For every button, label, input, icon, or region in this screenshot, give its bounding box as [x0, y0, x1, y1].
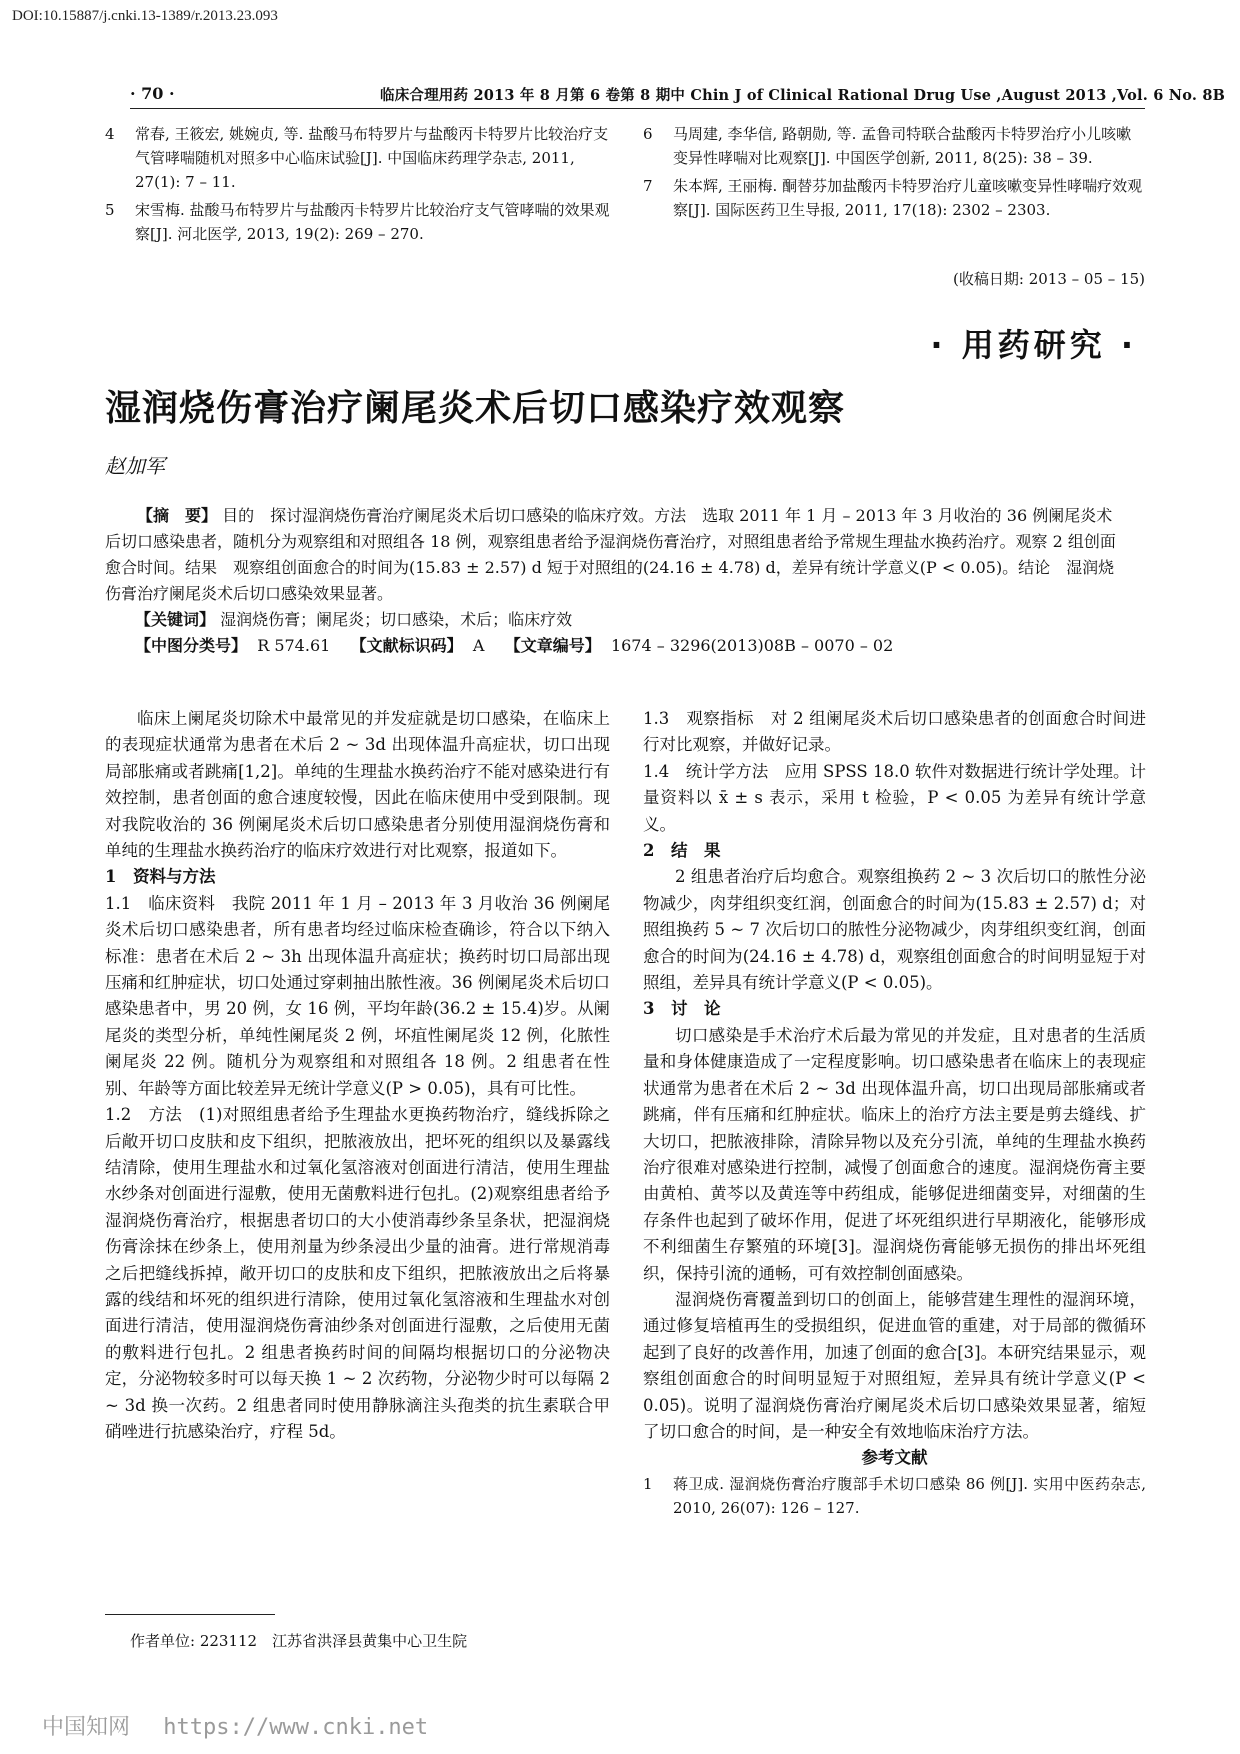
- doccode-value: A: [472, 636, 485, 655]
- ref-text: 朱本辉, 王丽梅. 酮替芬加盐酸丙卡特罗治疗儿童咳嗽变异性哮喘疗效观察[J]. 国际医药卫生导报, 2011, 17(18): 2302 – 2303.: [673, 177, 1143, 219]
- ref-text: 常春, 王筱宏, 姚婉贞, 等. 盐酸马布特罗片与盐酸丙卡特罗片比较治疗支气管哮喘随机对照多中心临床试验[J]. 中国临床药理学杂志, 2011, 27(1): 7 – 11.: [135, 125, 609, 191]
- class-value: R 574.61: [257, 636, 331, 655]
- body-paragraph: 切口感染是手术治疗术后最为常见的并发症，且对患者的生活质量和身体健康造成了一定程度影响。切口感染患者在临床上的表现症状通常为患者在术后 2 ~ 3d 出现体温升高，切口出现局部胀痛或者跳痛，伴有压痛和红肿症状。临床上的治疗方法主要是剪去缝线、扩大切口，把脓液排除，清除异物以及充分引流，单纯的生理盐水换药治疗很难对感染进行控制，减慢了创面愈合的速度。湿润烧伤膏主要由黄柏、黄芩以及黄连等中药组成，能够促进细菌变异，对细菌的生存条件也起到了破坏作用，促进了坏死组织进行早期液化，能够形成不利细菌生存繁殖的环境[3]。湿润烧伤膏能够无损伤的排出坏死组织，保持引流的通畅，可有效控制创面感染。: [643, 1025, 1146, 1283]
- body-right-column: [643, 706, 1146, 1524]
- articleno-label: 【文章编号】: [504, 636, 601, 655]
- footnote-rule: [105, 1614, 275, 1615]
- body-paragraph: 临床上阑尾炎切除术中最常见的并发症就是切口感染，在临床上的表现症状通常为患者在术后 2 ~ 3d 出现体温升高症状，切口出现局部胀痛或者跳痛[1,2]。单纯的生理盐水换药治疗不能对感染进行有效控制，患者创面的愈合速度较慢，因此在临床使用中受到限制。现对我院收治的 36 例阑尾炎术后切口感染患者分别使用湿润烧伤膏和单纯的生理盐水换药治疗的临床疗效进行对比观察，报道如下。: [105, 709, 610, 861]
- ref-text: 马周建, 李华信, 路朝勋, 等. 孟鲁司特联合盐酸丙卡特罗治疗小儿咳嗽变异性哮喘对比观察[J]. 中国医学创新, 2011, 8(25): 38 – 39.: [673, 125, 1132, 167]
- prev-refs-left: [105, 122, 610, 250]
- abstract-label: 【摘 要】: [137, 506, 218, 525]
- ref-number: 7: [643, 177, 653, 195]
- ref-number: 1: [643, 1474, 653, 1493]
- body-paragraph: 2 组患者治疗后均愈合。观察组换药 2 ~ 3 次后切口的脓性分泌物减少，肉芽组织变红润，创面愈合的时间为(15.83 ± 2.57) d；对照组换药 5 ~ 7 次后切口的脓性分泌物减少，肉芽组织变红润，创面愈合的时间为(24.16 ± 4.78) d，观察组创面愈合的时间明显短于对照组，差异具有统计学意义(P < 0.05)。: [643, 867, 1146, 993]
- section-heading: 1 资料与方法: [105, 867, 216, 887]
- author-affiliation: 作者单位: 223112 江苏省洪泽县黄集中心卫生院: [130, 1632, 468, 1650]
- body-paragraph: 1.3 观察指标 对 2 组阑尾炎术后切口感染患者的创面愈合时间进行对比观察，并做好记录。: [643, 709, 1146, 755]
- class-label: 【中图分类号】: [135, 636, 248, 655]
- body-paragraph: 1.1 临床资料 我院 2011 年 1 月 – 2013 年 3 月收治 36 例阑尾炎术后切口感染患者，所有患者均经过临床检查确诊，符合以下纳入标准：患者在术后 2 ~ 3h 出现体温升高症状；换药时切口局部出现压痛和红肿症状，切口处通过穿刺抽出脓性液。36 例阑尾炎术后切口感染患者中，男 20 例，女 16 例，平均年龄(36.2 ± 15.4)岁。从阑尾炎的类型分析，单纯性阑尾炎 2 例，坏疽性阑尾炎 12 例，化脓性阑尾炎 22 例。随机分为观察组和对照组各 18 例。2 组患者在性别、年龄等方面比较差异无统计学意义(P > 0.05)，具有可比性。: [105, 893, 610, 1098]
- body-paragraph: 1.4 统计学方法 应用 SPSS 18.0 软件对数据进行统计学处理。计量资料以 x̄ ± s 表示，采用 t 检验，P < 0.05 为差异有统计学意义。: [643, 761, 1146, 834]
- body-paragraph: 1.2 方法 (1)对照组患者给予生理盐水更换药物治疗，缝线拆除之后敞开切口皮肤和皮下组织，把脓液放出，把坏死的组织以及暴露线结清除，使用生理盐水和过氧化氢溶液对创面进行清洁，使用生理盐水纱条对创面进行湿敷，使用无菌敷料进行包扎。(2)观察组患者给予湿润烧伤膏治疗，根据患者切口的大小使消毒纱条呈条状，把湿润烧伤膏涂抹在纱条上，使用剂量为纱条浸出少量的油膏。进行常规消毒之后把缝线拆掉，敞开切口的皮肤和皮下组织，把脓液放出之后将暴露的线结和坏死的组织进行清除，使用过氧化氢溶液和生理盐水对创面进行清洁，使用湿润烧伤膏油纱条对创面进行湿敷，之后使用无菌的敷料进行包扎。2 组患者换药时间的间隔均根据切口的分泌物决定，分泌物较多时可以每天换 1 ~ 2 次药物，分泌物少时可以每隔 2 ~ 3d 换一次药。2 组患者同时使用静脉滴注头孢类的抗生素联合甲硝唑进行抗感染治疗，疗程 5d。: [105, 1105, 610, 1441]
- references-heading: 参考文献: [861, 1448, 928, 1468]
- watermark-url: https://www.cnki.net: [163, 1715, 429, 1740]
- ref-text: 蒋卫成. 湿润烧伤膏治疗腹部手术切口感染 86 例[J]. 实用中医药杂志, 2010, 26(07): 126 – 127.: [673, 1474, 1146, 1517]
- author-name: 赵加军: [105, 454, 165, 478]
- header-rule: [130, 108, 1145, 109]
- doccode-label: 【文献标识码】: [350, 636, 463, 655]
- section-label: · 用药研究 ·: [930, 326, 1137, 364]
- cnki-watermark: [42, 1710, 428, 1741]
- keywords-text: 湿润烧伤膏；阑尾炎；切口感染，术后；临床疗效: [220, 610, 573, 629]
- prev-refs-right: [643, 122, 1146, 226]
- abstract-block: [105, 503, 1125, 659]
- abstract: [105, 503, 1125, 607]
- prev-ref-item: [643, 174, 1146, 222]
- keywords-label: 【关键词】: [135, 610, 216, 629]
- section-heading: 2 结 果: [643, 841, 721, 861]
- article-title: 湿润烧伤膏治疗阑尾炎术后切口感染疗效观察: [105, 388, 846, 429]
- received-date: (收稿日期: 2013 – 05 – 15): [953, 270, 1145, 288]
- doi-line: DOI:10.15887/j.cnki.13-1389/r.2013.23.093: [12, 8, 278, 24]
- journal-header: 临床合理用药 2013 年 8 月第 6 卷第 8 期中 Chin J of Clinical Rational Drug Use ,August 2013 ,Vol. 6 No. 8B: [380, 87, 1226, 104]
- page-number: · 70 ·: [130, 84, 175, 103]
- keywords: [135, 607, 1125, 633]
- prev-ref-item: [643, 122, 1146, 170]
- ref-text: 宋雪梅. 盐酸马布特罗片与盐酸丙卡特罗片比较治疗支气管哮喘的效果观察[J]. 河北医学, 2013, 19(2): 269 – 270.: [135, 201, 610, 243]
- ref-number: 5: [105, 201, 115, 219]
- abstract-text: 目的 探讨湿润烧伤膏治疗阑尾炎术后切口感染的临床疗效。方法 选取 2011 年 1 月 – 2013 年 3 月收治的 36 例阑尾炎术后切口感染患者，随机分为观察组和对照组各 18 例，观察组患者给予湿润烧伤膏治疗，对照组患者给予常规生理盐水换药治疗。观察 2 组创面愈合时间。结果 观察组创面愈合的时间为(15.83 ± 2.57) d 短于对照组的(24.16 ± 4.78) d，差异有统计学意义(P < 0.05)。结论 湿润烧伤膏治疗阑尾炎术后切口感染效果显著。: [105, 506, 1116, 603]
- ref-number: 4: [105, 125, 115, 143]
- classification-line: [135, 633, 1125, 659]
- body-paragraph: 湿润烧伤膏覆盖到切口的创面上，能够营建生理性的湿润环境，通过修复培植再生的受损组织，促进血管的重建，对于局部的微循环起到了良好的改善作用，加速了创面的愈合[3]。本研究结果显示，观察组创面愈合的时间明显短于对照组短，差异具有统计学意义(P < 0.05)。说明了湿润烧伤膏治疗阑尾炎术后切口感染效果显著，缩短了切口愈合的时间，是一种安全有效地临床治疗方法。: [643, 1289, 1146, 1441]
- watermark-brand: 中国知网: [42, 1715, 131, 1740]
- articleno-value: 1674 – 3296(2013)08B – 0070 – 02: [610, 636, 894, 655]
- reference-item: [643, 1472, 1146, 1520]
- prev-ref-item: [105, 198, 610, 246]
- section-heading: 3 讨 论: [643, 999, 721, 1019]
- prev-ref-item: [105, 122, 610, 194]
- body-left-column: [105, 706, 610, 1445]
- ref-number: 6: [643, 125, 653, 143]
